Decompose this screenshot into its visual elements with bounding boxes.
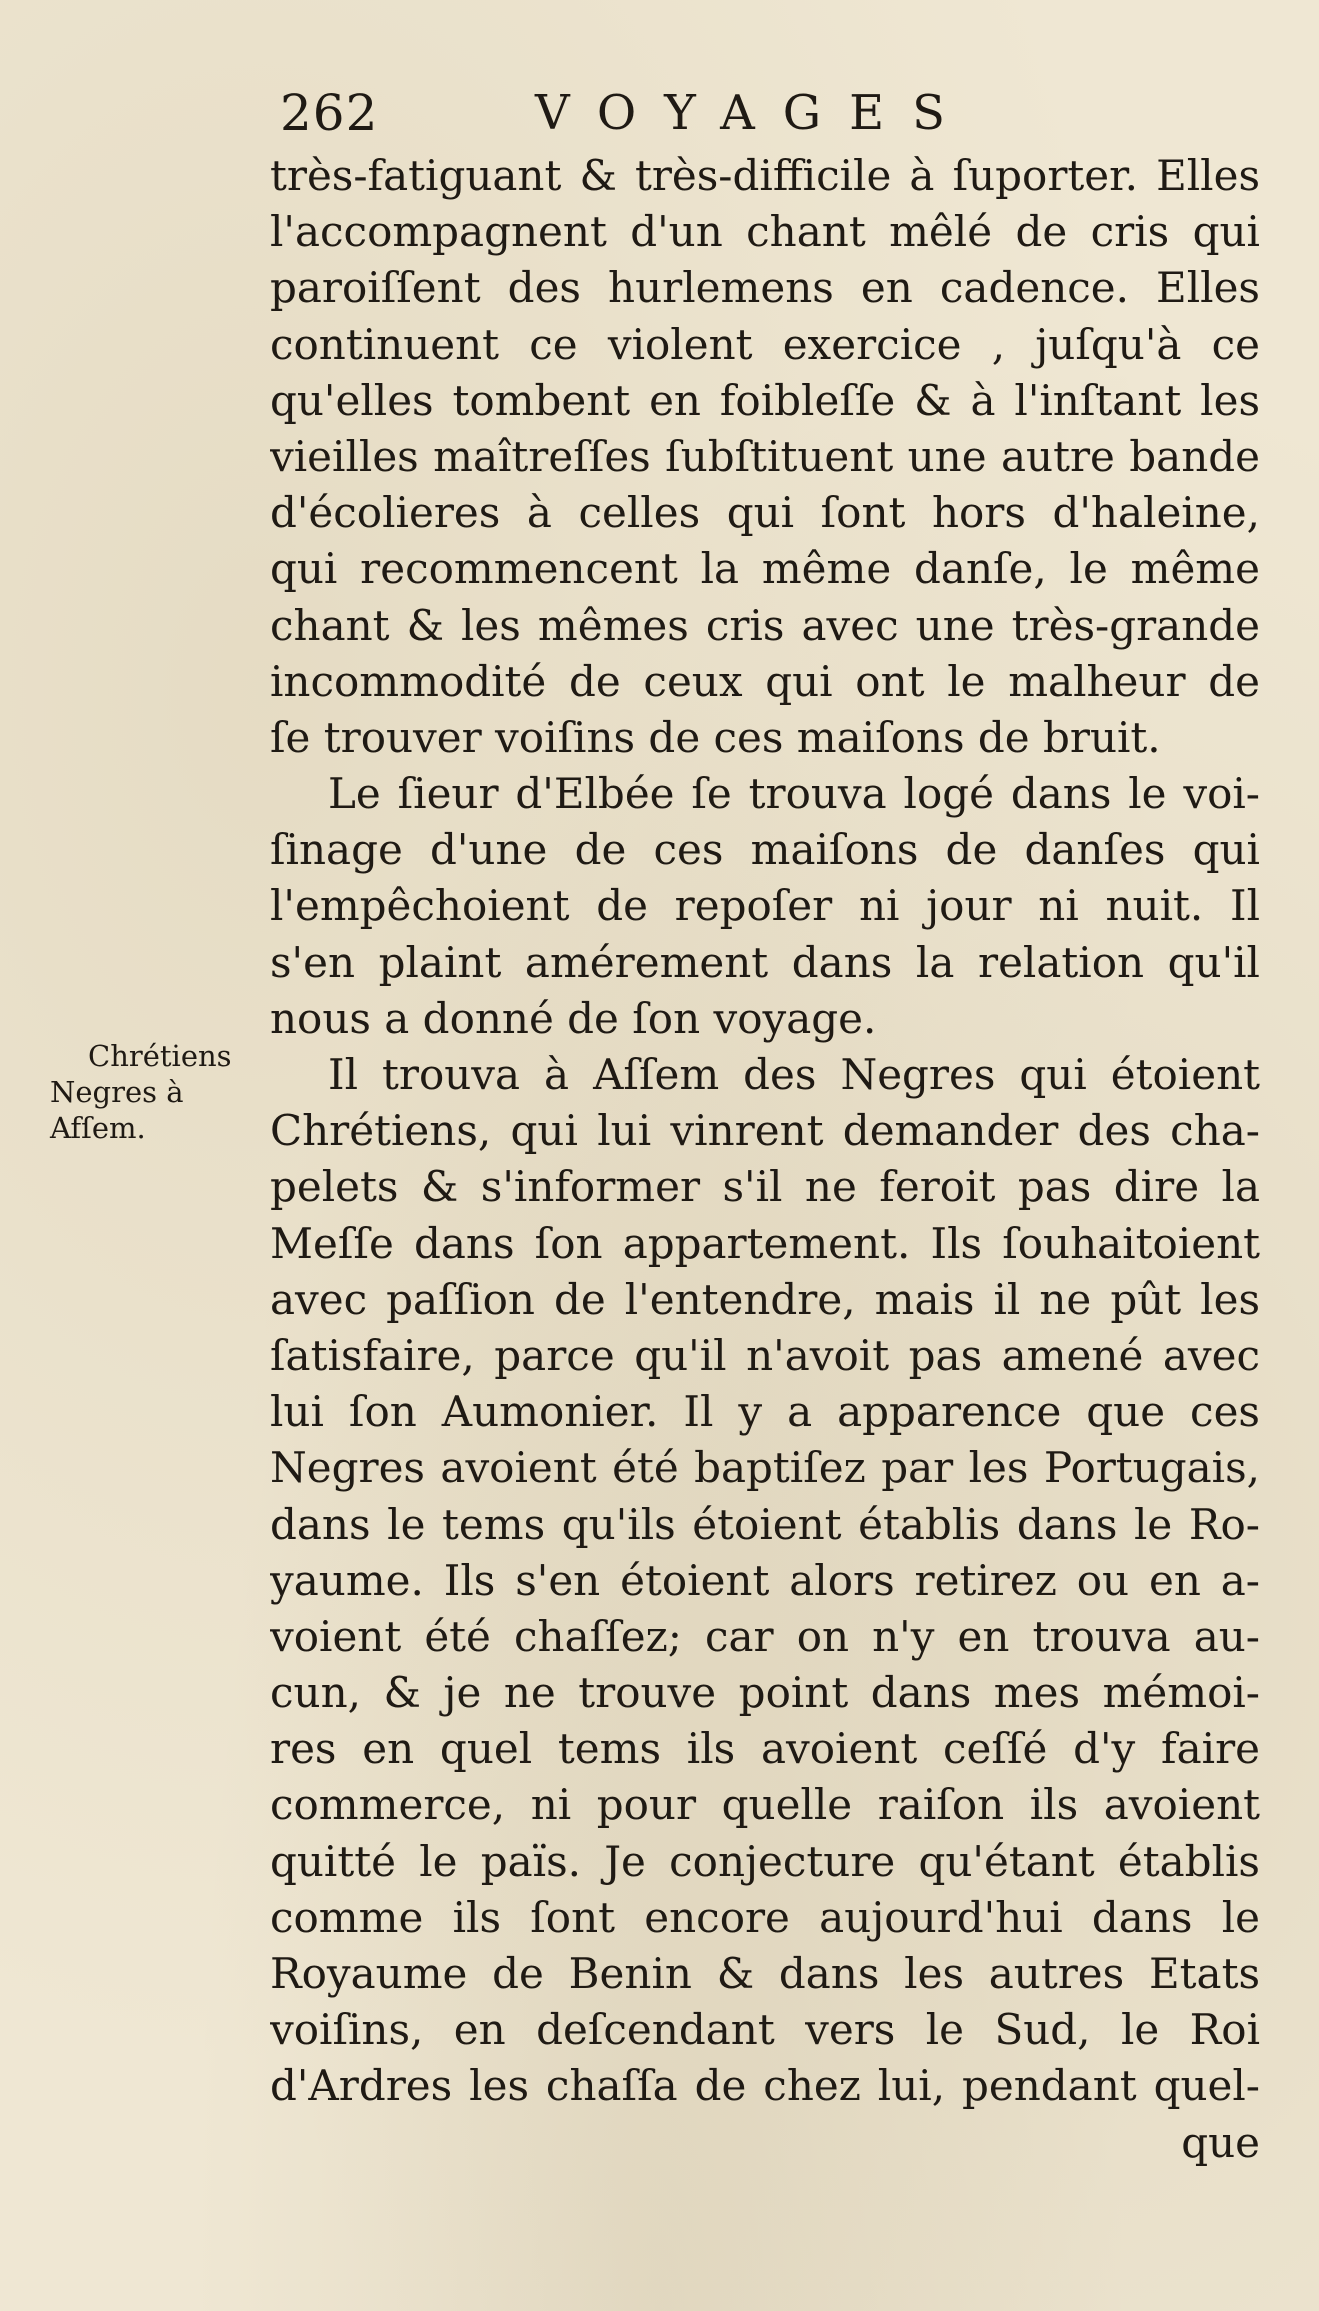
text-line: Chrétiens, qui lui vinrent demander des cha- [270,1106,1260,1156]
text-line: Il trouva à Aſſem des Negres qui étoient [328,1050,1260,1099]
text-line: voient été chaſſez; car on n'y en trouva au- [270,1611,1260,1661]
catchword: que [1181,2117,1260,2167]
text-line: vieilles maîtreſſes ſubſtituent une autre bande [270,431,1260,481]
text-line: lui ſon Aumonier. Il y a apparence que ces [270,1387,1260,1437]
text-line: paroiſſent des hurlemens en cadence. Elles [270,263,1260,313]
text-line: très-fatiguant & très-difficile à ſuporter. Elles [270,151,1260,200]
text-line: pelets & s'informer s'il ne feroit pas dire la [270,1162,1260,1212]
text-line: avec paſſion de l'entendre, mais il ne pût les [270,1274,1260,1324]
text-line: continuent ce violent exercice , juſqu'à ce [270,319,1260,369]
text-line: ſatisfaire, parce qu'il n'avoit pas amené avec [270,1330,1260,1380]
text-line: voiſins, en deſcendant vers le Sud, le Roi [270,2005,1260,2055]
text-line: commerce, ni pour quelle raiſon ils avoient [270,1780,1260,1830]
text-line: l'empêchoient de repoſer ni jour ni nuit. Il [270,881,1260,931]
text-line: d'écolieres à celles qui ſont hors d'haleine, [270,488,1260,538]
text-line: chant & les mêmes cris avec une très-grande [270,600,1260,650]
text-line: ſe trouver voiſins de ces maiſons de bruit. [270,712,1161,762]
running-head [280,78,980,148]
page-number: 262 [280,84,379,142]
text-line: res en quel tems ils avoient ceſſé d'y faire [270,1724,1260,1774]
text-line: dans le tems qu'ils étoient établis dans le Ro- [270,1499,1260,1549]
text-line: Meſſe dans ſon appartement. Ils ſouhaitoient [270,1218,1260,1268]
marginal-note-line: Negres à [50,1075,184,1109]
text-line: Le ſieur d'Elbée ſe trouva logé dans le voi- [328,769,1260,819]
text-line: yaume. Ils s'en étoient alors retirez ou en a- [270,1555,1260,1605]
running-title: VOYAGES [535,85,974,141]
marginal-note-line: Chrétiens [88,1039,232,1073]
text-line: comme ils ſont encore aujourd'hui dans le [270,1892,1260,1942]
text-line: s'en plaint amérement dans la relation qu'il [270,937,1260,987]
marginal-note-line: Afſem. [50,1111,146,1145]
text-line: nous a donné de ſon voyage. [270,993,877,1043]
text-line: quitté le païs. Je conjecture qu'étant établis [270,1836,1260,1886]
text-line: d'Ardres les chaſſa de chez lui, pendant quel- [270,2061,1260,2111]
body-text [270,148,1260,2171]
text-line: l'accompagnent d'un chant mêlé de cris qui [270,207,1260,257]
text-line: qu'elles tombent en foibleſſe & à l'inſtant les [270,375,1260,425]
text-line: cun, & je ne trouve point dans mes mémoi- [270,1668,1260,1718]
text-line: incommodité de ceux qui ont le malheur de [270,656,1260,706]
text-line: Royaume de Benin & dans les autres Etats [270,1949,1260,1998]
marginal-note [50,1038,280,1146]
text-line: Negres avoient été baptiſez par les Portugais, [270,1443,1260,1493]
text-line: qui recommencent la même danſe, le même [270,544,1260,594]
text-line: ſinage d'une de ces maiſons de danſes qui [270,825,1260,875]
